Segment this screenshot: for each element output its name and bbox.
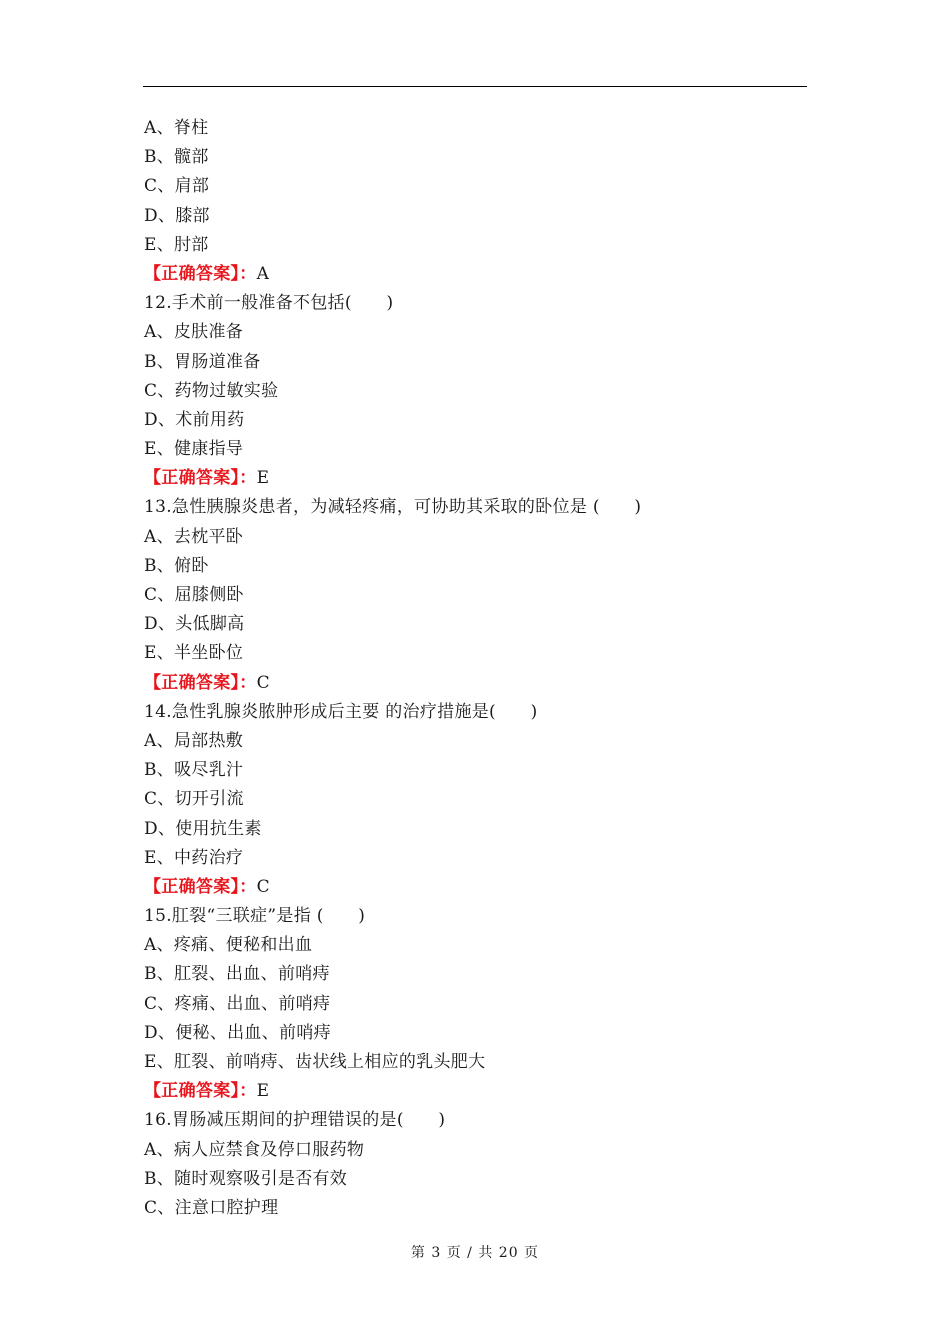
option-text: D、膝部 bbox=[144, 205, 210, 226]
option-text: E、肛裂、前哨痔、齿状线上相应的乳头肥大 bbox=[144, 1052, 486, 1072]
answer-line bbox=[144, 1077, 808, 1106]
page-footer: 第 3 页 / 共 20 页 bbox=[410, 1245, 540, 1261]
option-text: C、肩部 bbox=[144, 176, 210, 197]
option-text: A、脊柱 bbox=[144, 118, 209, 138]
answer-value: E bbox=[256, 468, 270, 489]
option-text: E、中药治疗 bbox=[144, 847, 244, 868]
option-text: B、髋部 bbox=[144, 147, 209, 168]
answer-label: 【正确答案】： bbox=[144, 1081, 257, 1102]
question-text: 12.手术前一般准备不包括( ) bbox=[144, 293, 394, 314]
option-text: D、头低脚高 bbox=[144, 614, 245, 635]
answer-label: 【正确答案】： bbox=[144, 468, 257, 489]
option-text: C、药物过敏实验 bbox=[144, 380, 279, 401]
option-text: C、屈膝侧卧 bbox=[144, 585, 244, 605]
answer-line bbox=[144, 260, 808, 289]
option-text: E、健康指导 bbox=[144, 439, 244, 460]
option-text: C、切开引流 bbox=[144, 789, 244, 810]
option-text: E、半坐卧位 bbox=[144, 643, 244, 664]
answer-label: 【正确答案】： bbox=[144, 263, 257, 284]
answer-line bbox=[144, 669, 808, 698]
option-text: A、局部热敷 bbox=[144, 730, 244, 751]
option-text: C、注意口腔护理 bbox=[144, 1197, 279, 1218]
option-text: A、皮肤准备 bbox=[144, 322, 244, 343]
option-text: A、疼痛、便秘和出血 bbox=[144, 935, 313, 956]
answer-label: 【正确答案】： bbox=[144, 876, 257, 897]
option-text: D、术前用药 bbox=[144, 409, 245, 430]
answer-value: A bbox=[256, 263, 270, 284]
question-text: 13.急性胰腺炎患者，为减轻疼痛，可协助其采取的卧位是 ( ) bbox=[144, 497, 642, 518]
answer-value: C bbox=[256, 672, 270, 693]
option-text: A、病人应禁食及停口服药物 bbox=[144, 1139, 365, 1160]
option-text: E、肘部 bbox=[144, 234, 209, 255]
answer-line bbox=[144, 464, 808, 493]
page-content bbox=[144, 114, 808, 1223]
option-text: C、疼痛、出血、前哨痔 bbox=[144, 993, 331, 1014]
option-text: B、俯卧 bbox=[144, 555, 209, 576]
header-rule bbox=[143, 86, 807, 87]
option-text: B、肛裂、出血、前哨痔 bbox=[144, 964, 330, 985]
option-text: D、使用抗生素 bbox=[144, 818, 262, 839]
answer-value: C bbox=[256, 876, 270, 897]
option-text: A、去枕平卧 bbox=[144, 526, 244, 547]
option-text: B、胃肠道准备 bbox=[144, 351, 261, 372]
option-text: B、吸尽乳汁 bbox=[144, 760, 244, 781]
option-text: B、随时观察吸引是否有效 bbox=[144, 1168, 348, 1189]
option-text: D、便秘、出血、前哨痔 bbox=[144, 1022, 331, 1043]
answer-value: E bbox=[256, 1081, 270, 1102]
question-text: 14.急性乳腺炎脓肿形成后主要 的治疗措施是( ) bbox=[144, 701, 538, 722]
answer-line bbox=[144, 873, 808, 902]
answer-label: 【正确答案】： bbox=[144, 672, 257, 693]
question-text: 16.胃肠减压期间的护理错误的是( ) bbox=[144, 1110, 446, 1131]
question-text: 15.肛裂“三联症”是指 ( ) bbox=[144, 906, 366, 927]
